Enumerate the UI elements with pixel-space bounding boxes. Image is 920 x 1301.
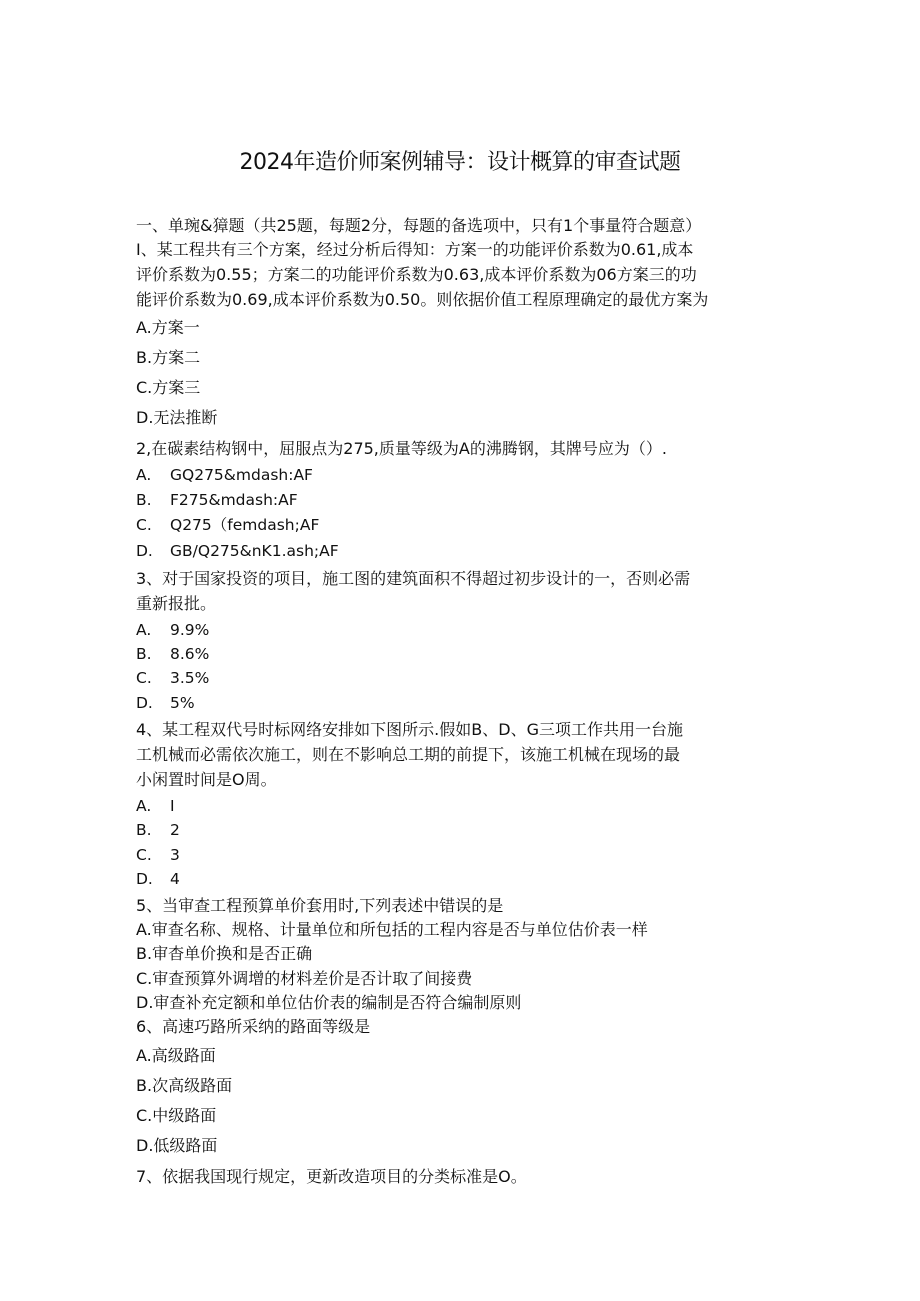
question-4-option-a: [136, 796, 175, 816]
question-5-option-b: B.审杳单价换和是否正确: [136, 944, 313, 963]
option-label: B.: [136, 821, 152, 839]
question-1-line-3: 能评价系数为0.69,成本评价系数为0.50。则依据价值工程原理确定的最优方案为: [136, 290, 709, 309]
option-text: 3.5%: [170, 669, 210, 687]
option-label: A.: [136, 797, 152, 815]
option-label: A.: [136, 466, 152, 484]
question-5-option-a: A.审查名称、规格、计量单位和所包括的工程内容是否与单位估价表一样: [136, 920, 648, 939]
question-3-option-d: [136, 693, 195, 713]
option-text: F275&mdash:AF: [170, 491, 298, 509]
question-2-option-b: [136, 490, 298, 510]
question-1-line-1: I、某工程共有三个方案，经过分析后得知：方案一的功能评价系数为0.61,成本: [136, 240, 694, 259]
option-label: A.: [136, 621, 152, 639]
option-label: C.: [136, 516, 152, 534]
question-4-line-1: 4、某工程双代号时标网络安排如下图所示.假如B、D、G三项工作共用一台施: [136, 720, 683, 739]
question-1-option-d: D.无法推断: [136, 408, 218, 427]
page-title: 2024年造价师案例辅导：设计概算的审查试题: [239, 150, 681, 175]
option-text: 9.9%: [170, 621, 210, 639]
option-label: B.: [136, 645, 152, 663]
question-5-option-c: C.审查预算外调增的材料差价是否计取了间接费: [136, 969, 473, 988]
question-3-option-a: [136, 620, 209, 640]
option-text: 5%: [170, 694, 195, 712]
question-4-option-b: [136, 820, 180, 840]
option-text: 3: [170, 846, 180, 864]
option-text: 2: [170, 821, 180, 839]
question-6-option-c: C.中级路面: [136, 1106, 217, 1125]
question-6-option-b: B.次高级路面: [136, 1076, 233, 1095]
question-3-line-1: 3、对于国家投资的项目，施工图的建筑面积不得超过初步设计的一，否则必需: [136, 569, 691, 588]
option-text: GB/Q275&nK1.ash;AF: [170, 542, 339, 560]
question-6-line-1: 6、高速巧路所采纳的路面等级是: [136, 1017, 371, 1036]
option-label: C.: [136, 669, 152, 687]
question-1-option-a: A.方案一: [136, 318, 200, 337]
question-2-option-a: [136, 465, 313, 485]
question-1-line-2: 评价系数为0.55；方案二的功能评价系数为0.63,成本评价系数为06方案三的功: [136, 265, 697, 284]
option-text: 4: [170, 870, 180, 888]
option-label: D.: [136, 542, 153, 560]
option-text: 8.6%: [170, 645, 210, 663]
question-5-line-1: 5、当审查工程预算单价套用时,下列表述中错误的是: [136, 896, 504, 915]
option-text: Q275（femdash;AF: [170, 516, 320, 534]
question-6-option-a: A.高级路面: [136, 1046, 216, 1065]
question-1-option-c: C.方案三: [136, 378, 201, 397]
question-3-line-2: 重新报批。: [136, 594, 217, 613]
question-4-option-d: [136, 869, 180, 889]
option-label: D.: [136, 870, 153, 888]
question-3-option-b: [136, 644, 209, 664]
question-4-option-c: [136, 845, 180, 865]
question-6-option-d: D.低级路面: [136, 1136, 218, 1155]
question-4-line-2: 工机械而必需依次施工，则在不影响总工期的前提下，该施工机械在现场的最: [136, 745, 681, 764]
option-text: I: [170, 797, 175, 815]
section-header: 一、单琬&獐题（共25题，每题2分，每题的备选项中，只有1个事量符合题意）: [136, 216, 702, 235]
option-label: B.: [136, 491, 152, 509]
question-2-option-c: [136, 515, 319, 535]
option-text: GQ275&mdash:AF: [170, 466, 313, 484]
question-7-line-1: 7、依据我国现行规定，更新改造项目的分类标准是O。: [136, 1167, 527, 1186]
question-5-option-d: D.审查补充定额和单位估价表的编制是否符合编制原则: [136, 993, 522, 1012]
question-2-line-1: 2,在碳素结构钢中，屈服点为275,质量等级为A的沸腾钢，其牌号应为（）.: [136, 439, 667, 458]
question-3-option-c: [136, 668, 209, 688]
option-label: C.: [136, 846, 152, 864]
question-1-option-b: B.方案二: [136, 348, 201, 367]
question-2-option-d: [136, 541, 339, 561]
question-4-line-3: 小闲置时间是O周。: [136, 770, 277, 789]
option-label: D.: [136, 694, 153, 712]
